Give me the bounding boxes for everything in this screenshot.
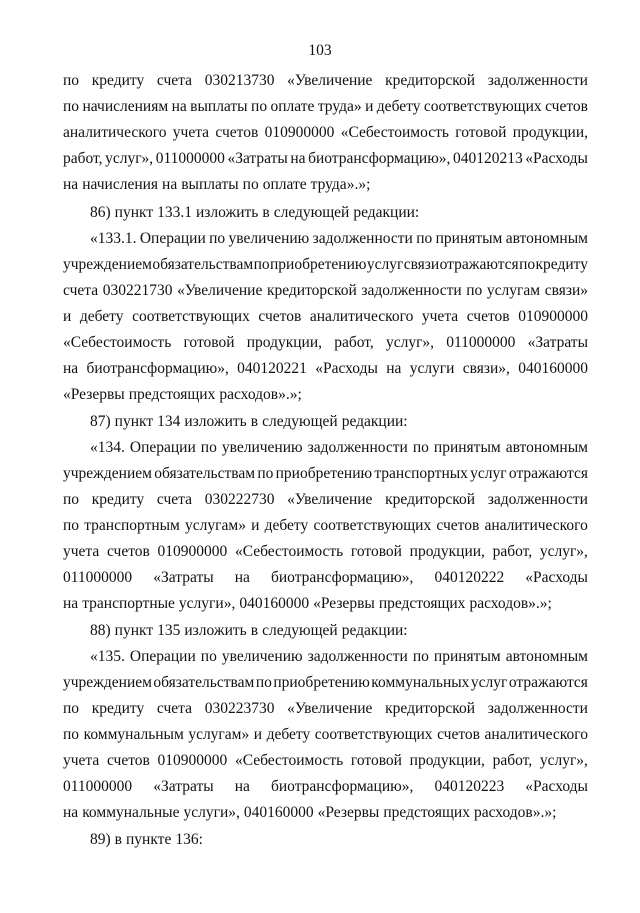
text-line — [63, 175, 588, 195]
word: «Себестоимость — [340, 124, 449, 141]
word: 010900000 — [264, 124, 335, 141]
text-line — [63, 777, 588, 797]
word: счетов — [466, 308, 510, 325]
word: «Расходы — [525, 569, 588, 586]
word: «Затраты — [153, 569, 214, 586]
word: задолженности — [487, 700, 588, 717]
word: счетов — [437, 726, 480, 743]
word: работ, — [492, 752, 533, 769]
word: и — [365, 98, 374, 115]
word: по — [63, 726, 80, 743]
word: «Затраты — [527, 334, 588, 351]
word: услуг», — [539, 543, 588, 560]
word: и — [251, 517, 260, 534]
word: по — [412, 439, 429, 456]
word: услуги», — [183, 804, 240, 821]
text-line — [63, 516, 588, 536]
word: на — [63, 804, 79, 821]
text-line — [63, 803, 588, 823]
text-line — [63, 333, 588, 353]
word: 86) — [90, 204, 111, 221]
word: отражаются — [508, 674, 588, 691]
word: счетов — [106, 752, 150, 769]
word: 030221730 — [102, 282, 173, 299]
word: отражаются — [439, 256, 519, 273]
word: предстоящих — [378, 595, 466, 612]
word: «Расходы — [525, 778, 588, 795]
word: 011000000 — [63, 569, 133, 586]
word: начислениям — [82, 98, 169, 115]
text-line — [63, 490, 588, 510]
text-line — [63, 149, 588, 169]
word: и — [63, 308, 72, 325]
word: продукции, — [246, 334, 323, 351]
word: «Резервы — [63, 386, 125, 403]
word: по — [63, 517, 80, 534]
word: работ, — [63, 150, 103, 167]
word: предстоящих — [383, 804, 470, 821]
word: редакции: — [341, 413, 408, 430]
word: задолженности — [487, 72, 588, 89]
word: учреждением — [63, 465, 152, 482]
word: дебету — [376, 98, 421, 115]
word: учета — [63, 543, 100, 560]
word: на — [234, 569, 250, 586]
word: связи», — [462, 360, 510, 377]
word: 136: — [175, 831, 203, 848]
word: выплаты — [190, 98, 248, 115]
word: работ, — [492, 543, 533, 560]
text-line — [90, 438, 588, 458]
word: обязательствам — [152, 256, 254, 273]
word: «Увеличение — [287, 491, 373, 508]
word: принятым — [435, 230, 503, 247]
word: по — [242, 176, 259, 193]
word: 134 — [157, 413, 181, 430]
word: продукции, — [409, 543, 485, 560]
word: задолженности — [487, 491, 588, 508]
word: изложить — [196, 204, 259, 221]
text-line — [63, 71, 588, 91]
word: увеличению — [228, 230, 310, 247]
word: на — [63, 176, 79, 193]
word: пункте — [126, 831, 172, 848]
word: на — [290, 150, 306, 167]
text-line — [63, 307, 588, 327]
word: обязательствам — [153, 674, 255, 691]
word: 030223730 — [204, 700, 275, 717]
word: работ, — [334, 334, 374, 351]
word: труда».»; — [310, 176, 371, 193]
word: счета — [156, 72, 193, 89]
word: на — [171, 98, 187, 115]
word: 135 — [157, 622, 181, 639]
word: биотрансформацию», — [270, 778, 414, 795]
word: аналитического — [63, 124, 167, 141]
word: пункт — [114, 622, 154, 639]
word: учета — [421, 308, 459, 325]
word: кредиторской — [385, 72, 476, 89]
word: соответствующих — [313, 517, 432, 534]
word: задолженности — [307, 648, 408, 665]
word: «Себестоимость — [234, 752, 344, 769]
word: 133.1 — [157, 204, 192, 221]
word: 89) — [90, 831, 111, 848]
word: оплате — [262, 176, 307, 193]
word: услугам» — [185, 517, 246, 534]
word: счета — [156, 700, 193, 717]
word: по — [63, 72, 80, 89]
word: коммунальным — [83, 726, 184, 743]
word: изложить — [184, 622, 247, 639]
word: начисления — [82, 176, 159, 193]
word: транспортные — [82, 595, 175, 612]
word: по — [257, 465, 274, 482]
word: предстоящих — [128, 386, 216, 403]
word: дебету — [266, 726, 311, 743]
word: готовой — [350, 543, 402, 560]
word: учета — [63, 752, 100, 769]
word: по — [412, 648, 429, 665]
word: 040160000 — [243, 804, 314, 821]
word: 030222730 — [204, 491, 275, 508]
word: «Резервы — [313, 595, 375, 612]
text-line — [90, 647, 588, 667]
text-line — [63, 542, 588, 562]
word: «Себестоимость — [63, 334, 172, 351]
word: соответствующих — [314, 726, 433, 743]
word: услуг — [366, 256, 404, 273]
word: «Резервы — [317, 804, 380, 821]
word: 040120222 — [434, 569, 505, 586]
word: готовой — [183, 334, 235, 351]
word: «Расходы — [525, 150, 588, 167]
word: изложить — [184, 413, 247, 430]
word: учреждением — [63, 674, 152, 691]
word: дебету — [264, 517, 309, 534]
word: «135. — [90, 648, 125, 665]
word: услуги — [409, 360, 455, 377]
word: транспортных — [374, 465, 468, 482]
word: «Расходы — [315, 360, 378, 377]
word: задолженности — [312, 230, 413, 247]
word: пункт — [114, 413, 154, 430]
word: «Увеличение — [287, 72, 373, 89]
word: по — [466, 282, 483, 299]
word: по — [251, 98, 268, 115]
word: аналитического — [484, 517, 588, 534]
word: по — [63, 700, 80, 717]
word: расходов».»; — [473, 804, 557, 821]
word: по — [253, 256, 270, 273]
word: Операции — [129, 648, 196, 665]
word: кредиту — [535, 256, 588, 273]
text-line — [90, 621, 588, 641]
word: счетов — [215, 124, 259, 141]
word: отражаются — [508, 465, 588, 482]
text-line — [63, 594, 588, 614]
word: 011000000 — [63, 778, 133, 795]
text-line — [63, 464, 588, 484]
text-line — [90, 203, 588, 223]
word: увеличению — [221, 648, 303, 665]
word: готовой — [350, 752, 402, 769]
word: соответствующих — [423, 98, 542, 115]
word: услуги», — [178, 595, 236, 612]
word: на — [162, 176, 178, 193]
text-line — [63, 673, 588, 693]
word: следующей — [273, 204, 350, 221]
word: в — [262, 204, 270, 221]
word: «Затраты — [227, 150, 288, 167]
word: 011000000 — [446, 334, 516, 351]
word: по — [519, 256, 536, 273]
word: соответствующих — [132, 308, 250, 325]
text-line — [63, 385, 588, 405]
word: автономным — [505, 648, 588, 665]
word: учреждением — [63, 256, 152, 273]
word: расходов».»; — [469, 595, 552, 612]
word: следующей — [262, 622, 338, 639]
word: по — [200, 648, 217, 665]
word: приобретению — [273, 674, 370, 691]
word: на — [63, 595, 79, 612]
word: биотрансформацию», — [270, 569, 414, 586]
word: кредиту — [91, 491, 145, 508]
word: услуг — [470, 674, 508, 691]
word: услуг — [470, 465, 507, 482]
word: по — [416, 230, 433, 247]
word: счетов — [258, 308, 302, 325]
word: обязательствам — [154, 465, 256, 482]
word: выплаты — [181, 176, 239, 193]
word: коммунальных — [371, 674, 470, 691]
text-line — [63, 725, 588, 745]
word: в — [114, 831, 122, 848]
word: пункт — [114, 204, 154, 221]
word: кредиторской — [266, 282, 357, 299]
word: в — [250, 413, 259, 430]
word: в — [250, 622, 259, 639]
word: продукции, — [409, 752, 485, 769]
word: 010900000 — [157, 752, 228, 769]
word: услугам» — [188, 726, 250, 743]
word: биотрансформацию», — [308, 150, 451, 167]
word: транспортным — [84, 517, 180, 534]
word: готовой — [455, 124, 507, 141]
word: по — [63, 98, 80, 115]
text-line — [63, 123, 588, 143]
word: 040160000 — [518, 360, 588, 377]
word: 040120221 — [237, 360, 307, 377]
word: «133.1. — [90, 230, 137, 247]
word: приобретению — [270, 256, 367, 273]
word: услуг», — [539, 752, 588, 769]
word: редакции: — [353, 204, 420, 221]
word: 040120213 — [452, 150, 523, 167]
word: автономным — [505, 439, 588, 456]
word: кредиторской — [385, 700, 476, 717]
word: на — [63, 360, 79, 377]
text-line — [63, 568, 588, 588]
word: продукции, — [512, 124, 588, 141]
word: «Увеличение — [287, 700, 373, 717]
word: 030213730 — [204, 72, 275, 89]
word: 87) — [90, 413, 111, 430]
word: по — [200, 439, 217, 456]
word: на — [234, 778, 250, 795]
word: счетов — [106, 543, 150, 560]
word: 010900000 — [157, 543, 228, 560]
word: следующей — [262, 413, 338, 430]
word: аналитического — [484, 726, 588, 743]
page-number: 103 — [308, 42, 332, 59]
word: учета — [172, 124, 210, 141]
word: расходов».»; — [219, 386, 302, 403]
word: на — [386, 360, 402, 377]
text-line — [63, 255, 588, 275]
word: аналитического — [309, 308, 414, 325]
text-line — [63, 359, 588, 379]
word: биотрансформацию», — [86, 360, 229, 377]
word: 040160000 — [239, 595, 310, 612]
word: принятым — [433, 648, 501, 665]
text-line — [90, 830, 588, 850]
word: связи — [403, 256, 440, 273]
word: счетов — [436, 517, 480, 534]
word: и — [253, 726, 263, 743]
word: по — [63, 491, 80, 508]
text-line — [63, 699, 588, 719]
text-line — [63, 751, 588, 771]
word: задолженности — [361, 282, 462, 299]
word: приобретению — [275, 465, 373, 482]
word: счета — [63, 282, 99, 299]
word: кредиту — [91, 72, 145, 89]
word: кредиту — [91, 700, 145, 717]
word: увеличению — [221, 439, 303, 456]
word: Операции — [139, 230, 206, 247]
word: по — [209, 230, 226, 247]
word: 011000000 — [155, 150, 225, 167]
text-line — [90, 412, 588, 432]
word: принятым — [433, 439, 501, 456]
word: «Себестоимость — [234, 543, 344, 560]
word: счетов — [545, 98, 588, 115]
word: по — [255, 674, 272, 691]
word: оплате — [270, 98, 315, 115]
word: 88) — [90, 622, 111, 639]
word: дебету — [79, 308, 124, 325]
word: автономным — [505, 230, 588, 247]
text-line — [63, 97, 588, 117]
word: коммунальные — [82, 804, 180, 821]
word: 040120223 — [434, 778, 505, 795]
word: услугам — [486, 282, 541, 299]
word: счета — [156, 491, 193, 508]
word: труда» — [317, 98, 362, 115]
word: связи» — [544, 282, 588, 299]
word: Операции — [129, 439, 196, 456]
word: редакции: — [341, 622, 408, 639]
text-line — [90, 229, 588, 249]
word: «134. — [90, 439, 125, 456]
word: 010900000 — [518, 308, 588, 325]
word: кредиторской — [385, 491, 476, 508]
word: «Увеличение — [177, 282, 263, 299]
word: задолженности — [307, 439, 408, 456]
word: услуг», — [105, 150, 154, 167]
text-line — [63, 281, 588, 301]
word: «Затраты — [153, 778, 214, 795]
word: услуг», — [385, 334, 435, 351]
